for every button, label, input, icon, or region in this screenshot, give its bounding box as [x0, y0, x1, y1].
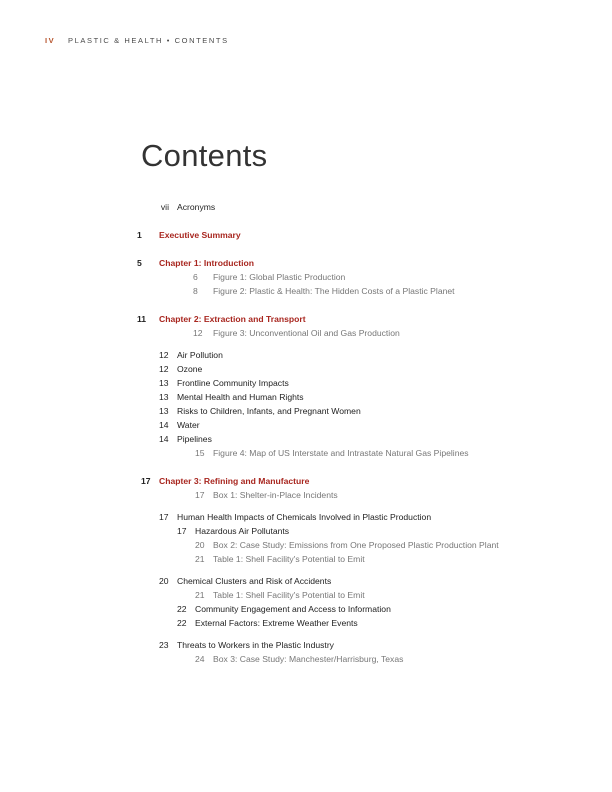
- toc-entry-text: Figure 4: Map of US Interstate and Intrastate Natural Gas Pipelines: [213, 448, 469, 458]
- toc-entry-pipelines[interactable]: [159, 434, 212, 445]
- toc-entry-ozone[interactable]: [159, 364, 203, 375]
- toc-entry-box-1[interactable]: [195, 490, 338, 501]
- toc-entry-figure-3[interactable]: [193, 328, 400, 339]
- toc-entry-text: Chapter 2: Extraction and Transport: [159, 314, 306, 324]
- toc-page-number: 1: [137, 230, 142, 240]
- toc-page-number: 22: [177, 604, 187, 614]
- toc-page-number: 17: [159, 512, 169, 522]
- toc-entry-text: Table 1: Shell Facility's Potential to Emit: [213, 590, 365, 600]
- toc-entry-figure-1[interactable]: [193, 272, 346, 283]
- toc-page-number: 20: [159, 576, 169, 586]
- toc-entry-text: Pipelines: [177, 434, 212, 444]
- toc-entry-figure-2[interactable]: [193, 286, 455, 297]
- toc-page-number: 21: [195, 590, 205, 600]
- toc-entry-external-factors[interactable]: [177, 618, 358, 629]
- toc-page-number: 14: [159, 434, 169, 444]
- toc-entry-text: Ozone: [177, 364, 203, 374]
- toc-page-number: vii: [160, 202, 169, 212]
- toc-page-number: 15: [195, 448, 205, 458]
- toc-entry-chemical-clusters[interactable]: [159, 576, 332, 587]
- toc-page-number: 24: [195, 654, 205, 664]
- toc-page-number: 12: [193, 328, 203, 338]
- toc-page-number: 23: [159, 640, 169, 650]
- toc-entry-human-health-impacts[interactable]: [159, 512, 432, 523]
- toc-entry-frontline-community[interactable]: [159, 378, 289, 389]
- toc-entry-text: Air Pollution: [177, 350, 223, 360]
- toc-entry-text: Executive Summary: [159, 230, 241, 240]
- toc-entry-text: Chapter 3: Refining and Manufacture: [159, 476, 310, 486]
- toc-entry-text: Figure 2: Plastic & Health: The Hidden Costs of a Plastic Planet: [213, 286, 455, 296]
- running-header: [45, 36, 229, 45]
- toc-entry-text: Risks to Children, Infants, and Pregnant Women: [177, 406, 361, 416]
- toc-entry-text: Mental Health and Human Rights: [177, 392, 304, 402]
- toc-entry-text: Box 3: Case Study: Manchester/Harrisburg, Texas: [213, 654, 404, 664]
- toc-entry-box-3[interactable]: [195, 654, 404, 665]
- toc-entry-executive-summary[interactable]: [137, 230, 241, 241]
- toc-entry-air-pollution[interactable]: [159, 350, 223, 361]
- toc-page-number: 8: [193, 286, 198, 296]
- toc-entry-text: External Factors: Extreme Weather Events: [195, 618, 358, 628]
- toc-entry-mental-health[interactable]: [159, 392, 304, 403]
- toc-page-number: 21: [195, 554, 205, 564]
- toc-entry-text: Box 1: Shelter-in-Place Incidents: [213, 490, 338, 500]
- toc-entry-text: Figure 1: Global Plastic Production: [213, 272, 346, 282]
- toc-page-number: 13: [159, 378, 169, 388]
- toc-entry-text: Hazardous Air Pollutants: [195, 526, 290, 536]
- toc-entry-community-engagement[interactable]: [177, 604, 391, 615]
- toc-entry-hazardous-air[interactable]: [177, 526, 290, 537]
- toc-entry-text: Water: [177, 420, 200, 430]
- toc-entry-water[interactable]: [159, 420, 200, 431]
- toc-entry-table-1[interactable]: [195, 554, 365, 565]
- toc-entry-text: Box 2: Case Study: Emissions from One Proposed Plastic Production Plant: [213, 540, 499, 550]
- toc-page-number: 13: [159, 406, 169, 416]
- toc-page-number: 6: [193, 272, 198, 282]
- toc-entry-text: Chemical Clusters and Risk of Accidents: [177, 576, 332, 586]
- toc-entry-table-1-repeat[interactable]: [195, 590, 365, 601]
- toc-page-number: 12: [159, 364, 169, 374]
- toc-entry-risks-children[interactable]: [159, 406, 361, 417]
- toc-page-number: 5: [137, 258, 142, 268]
- toc-entry-chapter-3[interactable]: [141, 476, 310, 487]
- header-page-number: IV: [45, 36, 56, 45]
- header-running-title: PLASTIC & HEALTH • CONTENTS: [67, 36, 229, 45]
- toc-page-number: 17: [195, 490, 205, 500]
- toc-entry-text: Chapter 1: Introduction: [159, 258, 255, 268]
- toc-page-number: 17: [177, 526, 187, 536]
- toc-entry-text: Figure 3: Unconventional Oil and Gas Production: [213, 328, 400, 338]
- toc-page-number: 13: [159, 392, 169, 402]
- toc-entry-text: Human Health Impacts of Chemicals Involved in Plastic Production: [177, 512, 432, 522]
- toc-page-number: 20: [195, 540, 205, 550]
- toc-entry-text: Threats to Workers in the Plastic Industry: [177, 640, 334, 650]
- toc-entry-text: Table 1: Shell Facility's Potential to Emit: [213, 554, 365, 564]
- toc-entry-text: Community Engagement and Access to Information: [195, 604, 391, 614]
- toc-entry-text: Acronyms: [177, 202, 216, 212]
- toc-page-number: 14: [159, 420, 169, 430]
- toc-page-number: 17: [141, 476, 151, 486]
- toc-entry-figure-4[interactable]: [195, 448, 469, 459]
- toc-entry-text: Frontline Community Impacts: [177, 378, 289, 388]
- page-title: Contents: [141, 138, 268, 173]
- toc-page-number: 12: [159, 350, 169, 360]
- toc-entry-threats-workers[interactable]: [159, 640, 334, 651]
- toc-page-number: 22: [177, 618, 187, 628]
- toc-entry-box-2[interactable]: [195, 540, 499, 551]
- toc-entry-chapter-2[interactable]: [137, 314, 306, 325]
- toc-entry-acronyms[interactable]: [160, 202, 216, 213]
- toc-entry-chapter-1[interactable]: [137, 258, 255, 269]
- toc-page-number: 11: [137, 314, 147, 324]
